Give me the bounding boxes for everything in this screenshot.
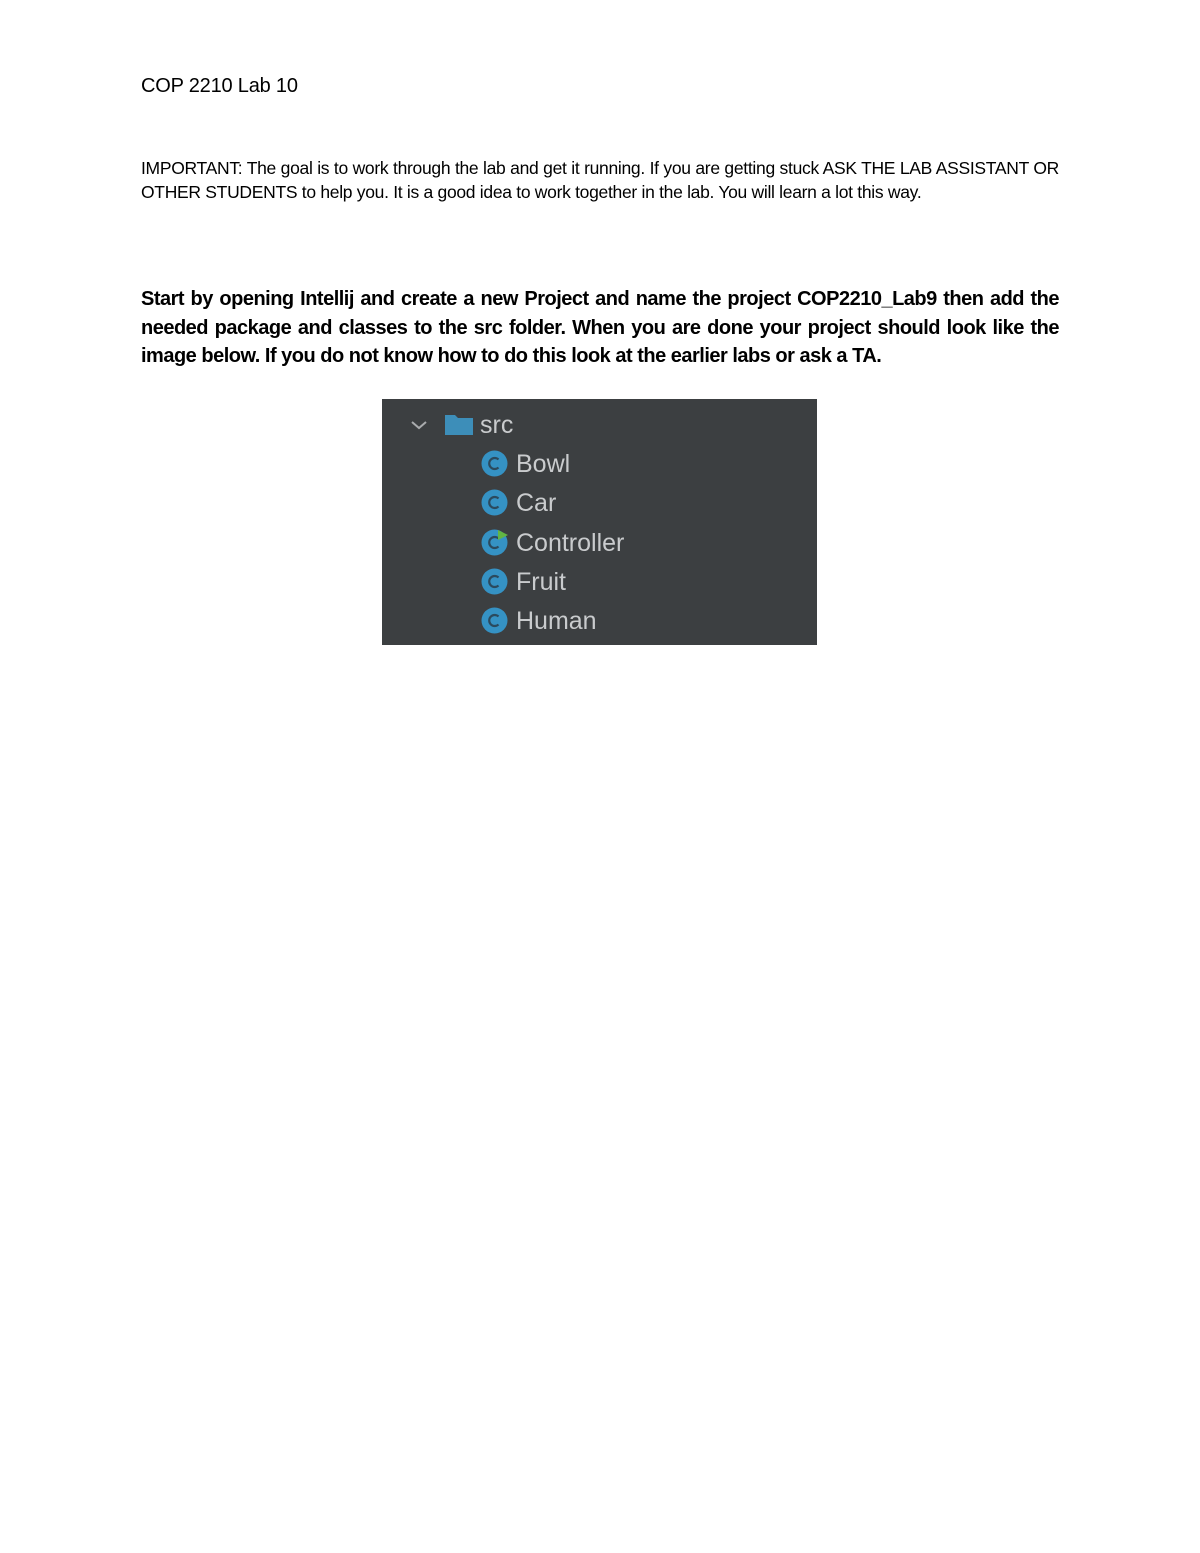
project-tree-screenshot bbox=[382, 399, 817, 645]
tree-row-class-human[interactable] bbox=[382, 604, 817, 640]
folder-icon bbox=[444, 412, 474, 436]
tree-row-class-car[interactable] bbox=[382, 486, 817, 522]
class-icon bbox=[481, 607, 508, 634]
folder-label-src: src bbox=[480, 411, 514, 439]
page-title: COP 2210 Lab 10 bbox=[141, 75, 298, 97]
class-label-human: Human bbox=[516, 607, 597, 635]
class-icon bbox=[481, 489, 508, 516]
class-icon bbox=[481, 568, 508, 595]
tree-row-class-bowl[interactable] bbox=[382, 447, 817, 483]
class-label-bowl: Bowl bbox=[516, 450, 571, 478]
tree-row-class-controller[interactable] bbox=[382, 526, 817, 562]
class-icon bbox=[481, 450, 508, 477]
tree-row-src-folder[interactable] bbox=[382, 408, 817, 444]
chevron-down-icon[interactable] bbox=[410, 418, 428, 432]
instructions-text-2: then add the needed package and classes to the src folder. When you are done your project should look like the image below. bbox=[141, 288, 1059, 367]
class-label-fruit: Fruit bbox=[516, 568, 566, 596]
instructions-help-note: If you do not know how to do this look at the earlier labs or ask a TA. bbox=[264, 345, 882, 367]
project-name: COP2210_Lab9 bbox=[797, 288, 937, 310]
runnable-class-icon bbox=[481, 529, 508, 556]
important-note: IMPORTANT: The goal is to work through the lab and get it running. If you are getting stuck ASK THE LAB ASSISTANT OR OTHER STUDENTS to help you. It is a good idea to work together in the lab. You will learn a lot this way. bbox=[141, 158, 1059, 202]
class-label-controller: Controller bbox=[516, 529, 625, 557]
instructions-text-1: Start by opening Intellij and create a new Project and name the project bbox=[141, 288, 798, 310]
class-label-car: Car bbox=[516, 489, 557, 517]
tree-row-class-fruit[interactable] bbox=[382, 565, 817, 601]
instructions-paragraph bbox=[141, 285, 1059, 371]
